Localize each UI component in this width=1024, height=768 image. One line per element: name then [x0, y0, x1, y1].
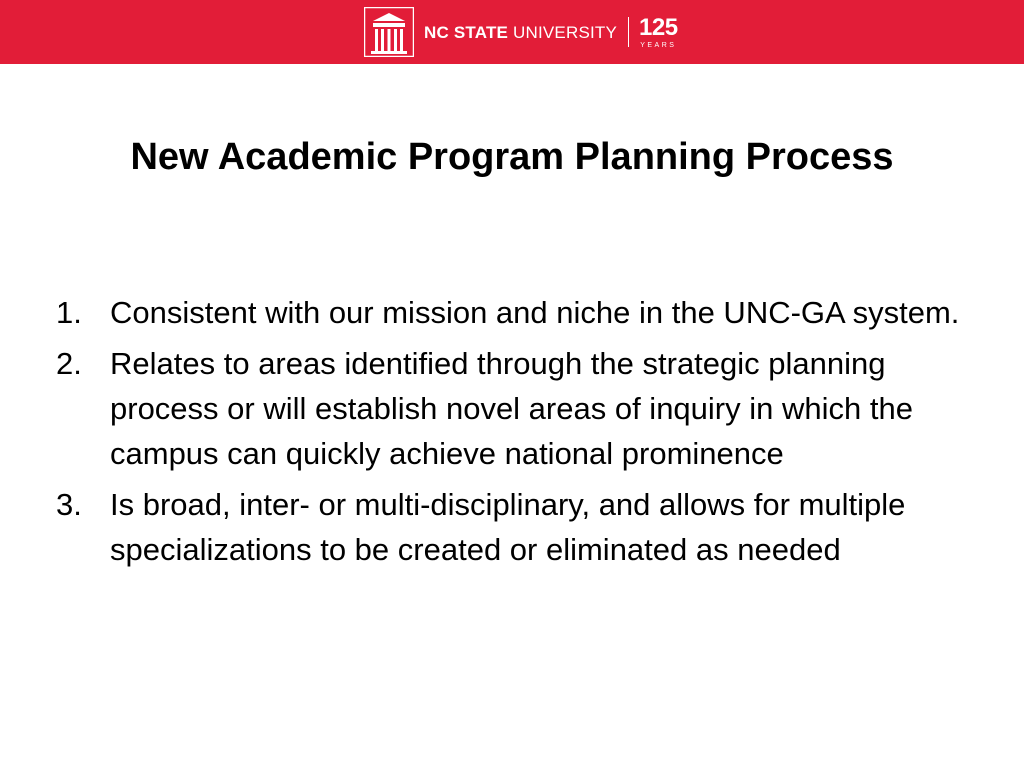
university-wordmark: [424, 24, 617, 41]
anniversary-label: YEARS: [640, 41, 677, 49]
list-item: [56, 341, 976, 476]
university-brand: [364, 7, 678, 57]
anniversary-number: 125: [639, 13, 678, 41]
list-item-text: Consistent with our mission and niche in the UNC-GA system.: [110, 295, 960, 330]
list-item-number: 1.: [56, 295, 82, 330]
belltower-logo-icon: [364, 7, 414, 57]
wordmark-nc-state: NC STATE: [424, 22, 509, 42]
wordmark-university: UNIVERSITY: [513, 22, 618, 42]
list-item-number: 3.: [56, 487, 82, 522]
list-item-text: Relates to areas identified through the strategic planning process or will establish novel areas of inquiry in which the campus can quickly achieve national prominence: [110, 346, 913, 471]
header-bar: [0, 0, 1024, 64]
slide-title: New Academic Program Planning Process: [130, 136, 894, 178]
list-item: [56, 482, 976, 572]
anniversary-mark: [639, 13, 678, 49]
list-item-number: 2.: [56, 346, 82, 381]
list-item: [56, 290, 976, 335]
brand-divider: [628, 17, 629, 47]
list-item-text: Is broad, inter- or multi-disciplinary, and allows for multiple specializations to be created or eliminated as needed: [110, 487, 906, 567]
criteria-list: [56, 290, 976, 578]
